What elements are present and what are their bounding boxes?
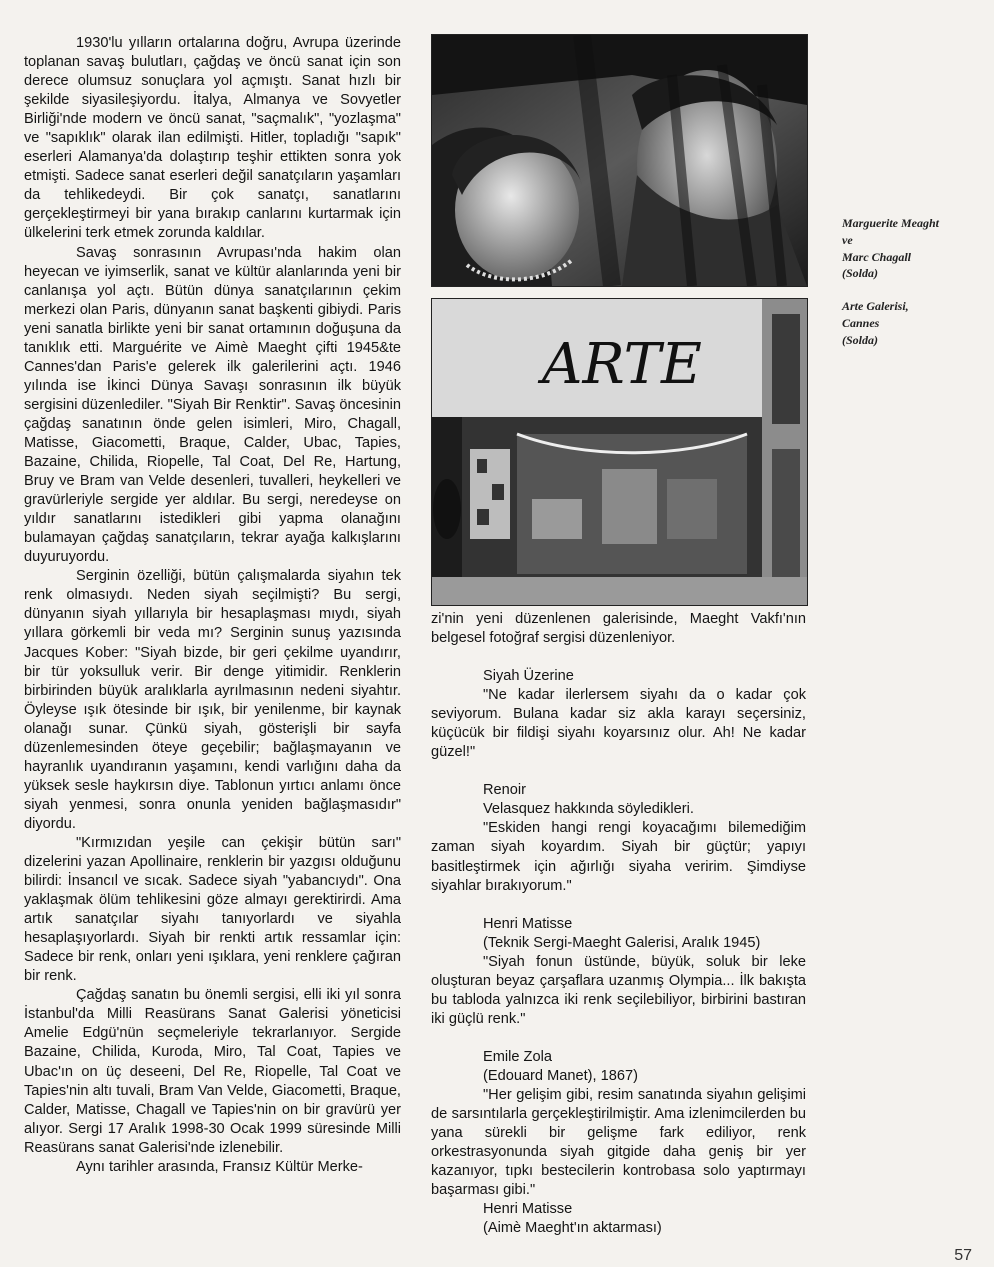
paragraph-1: 1930'lu yılların ortalarına doğru, Avrupa üzerinde toplanan savaş bulutları, çağdaş ve öncü sanat için son derece olumsuz sonuçlara yol açmıştı. Sanat hızlı bir şekilde siyasileşiyordu. İtalya, Almanya ve Sovyetler Birliği'nde modern ve öncü sanat, "saçmalık", "yozlaşma" ve "sapıklık" olarak ilan edilmişti. Hitler, topladığı "sapık" eserleri Alamanya'da dolaştırıp teşhir ettikten sonra yok etmişti. Sadece sanat eserleri değil sanatçıların yaşamları da tehlikedeydi. Bir çok sanatçı, sanatlarını gerçekleştirmeyi bir yana bırakıp canlarını kurtarmak için ülkelerini terk etmek zorunda kaldılar.: [24, 35, 401, 242]
caption-portrait: Marguerite Meaght ve Marc Chagall (Solda): [842, 216, 940, 281]
quote-2-source: (Teknik Sergi-Maeght Galerisi, Aralık 1945): [483, 934, 761, 951]
paragraph-4: "Kırmızıdan yeşile can çekişir bütün sarı" dizelerini yazan Apollinaire, renklerin bir yazgısı olduğunu bilirdi: İnsancıl ve sıcak. Sadece siyah "yabancıydı". Ona yaklaşmak ölüm tehlikesini göze almayı gerektirirdi. Ama artık sanatçılar siyahı tanıyorlardı ve siyahla hesaplaşıyorlardı. Siyah bir renkti artık ressamlar için: Sadece bir renk, onları yeni ışıklara, yeni renklere çağıran bir renk.: [24, 834, 401, 985]
photo-arte-gallery: [431, 298, 808, 606]
photo-captions: [842, 215, 982, 365]
paragraph-6: Aynı tarihler arasında, Fransız Kültür Merke-: [76, 1158, 363, 1175]
section-title: Siyah Üzerine: [483, 668, 574, 685]
spacer: [431, 896, 806, 915]
quote-1: "Ne kadar ilerlersem siyahı da o kadar çok seviyorum. Bulana kadar siz akla karayı seçersiniz, küçücük bir fildişi siyahı koyarsınız olur. Ah! Ne kadar güzel!": [431, 687, 806, 761]
gallery-photo-image: [432, 299, 807, 605]
right-text-column: [431, 610, 806, 1238]
left-text-column: [24, 34, 401, 1177]
quote-1-author: Renoir: [483, 782, 526, 799]
page-number: 57: [954, 1247, 972, 1264]
quote-4: "Her gelişim gibi, resim sanatında siyahın gelişimi de sarsıntılarla gerçekleştirilmiştir. Ama izlenimcilerden bu yana sürekli bir gelişme fark ediliyor, renk orkestrasyonunda siyah gitgide daha geniş bir yer kazanıyor, tıpkı bestecilerin kontrobasa solo yaptırmayı başarması gibi.": [431, 1086, 806, 1199]
quote-3-source: (Edouard Manet), 1867): [483, 1067, 638, 1084]
quote-2: "Eskiden hangi rengi koyacağımı bilemediğim zaman siyah koyardım. Siyah bir güçtür; yapıyı basitleştirmek için ağırlığı siyaha veririm. Şimdiyse siyahlar bırakıyorum.": [431, 820, 806, 894]
quote-2-context: Velasquez hakkında söyledikleri.: [483, 801, 694, 818]
paragraph-2: Savaş sonrasının Avrupası'nda hakim olan heyecan ve iyimserlik, sanat ve kültür alanlarında yeni bir canlanışa yol açtı. Bütün dünya sanatçılarının çekim merkezi olan Paris, dünyanın sanat başkenti gibiydi. Paris yeni sanatla birlikte yeni bir sanat ortamının doğuşuna da tanıklık etti. Marguérite ve Aimè Maeght çifti 1945&te Cannes'dan Paris'e gelerek ilk galerilerini açtı. 1946 yılında ise İkinci Dünya Savaşı sonrasının ilk büyük sergisini düzenlediler. "Siyah Bir Renktir". Savaş öncesinin çağdaş sanatının önde gelen isimleri, Miro, Chagall, Matisse, Giacometti, Braque, Calder, Ubac, Tapies, Bazaine, Chilida, Riopelle, Tal Coat, Del Re, Hartung, Bruy ve Bram van Velde desenleri, tuvalleri, heykelleri ve gravürleriyle sergide yer aldılar. Bu sergi, neredeyse on yıldır sanatlarını istedikleri gibi yapma olanağını bulamayan çağdaş sanatçıların, tekrar ayağa kalkışlarını duyuruyordu.: [24, 244, 402, 566]
paragraph-3: Serginin özelliği, bütün çalışmalarda siyahın tek renk olmasıydı. Neden siyah seçilmişti? Bu sergi, dünyanın siyah yıllarıyla bir hesaplaşması mıydı, siyah yıllara görkemli bir veda mı? Serginin sunuş yazısında Jacques Kober: "Siyah bizde, bir geri çekilme uyandırır, bir tür yoksulluk verir. Bir denge yitimidir. Renklerin birbirinden büyük aralıklarla ayrılmasının nedeni siyahtır. Öyleyse ışık ötesinde bir ışık, bir yenilenme, bir kaynak olanağı sunar. Çünkü siyah, gösterişli bir sayfa düzenlemesinden öteye geçebilir; bağlaşmayanın ve hayranlık uyandıranın yaşamını, kendi varlığını daha da yüksek sesle haykırsın diye. Tablonun yırtıcı anlamı önce siyah yenmesi, sonra onunla yeniden bağlaşmasıdır" diyordu.: [24, 568, 401, 832]
quote-3: "Siyah fonun üstünde, büyük, soluk bir leke oluşturan beyaz çarşaflara uzanmış Olympia... İlk bakışta bu tabloda yalnızca iki renk seçilebiliyor, birbirini bastıran iki güçlü renk.": [431, 953, 806, 1027]
quote-4-author: Henri Matisse: [483, 1201, 573, 1218]
intro-paragraph: zi'nin yeni düzenlenen galerisinde, Maeght Vakfı'nın belgesel fotoğraf sergisi düzenleniyor.: [431, 611, 806, 647]
quote-3-author: Emile Zola: [483, 1048, 552, 1065]
photo-meaght-chagall: [431, 34, 808, 287]
paragraph-5: Çağdaş sanatın bu önemli sergisi, elli iki yıl sonra İstanbul'da Milli Reasürans Sanat Galerisi yöneticisi Amelie Edgü'nün seçmeleriyle tekrarlanıyor. Sergide Bazaine, Chilida, Kuroda, Miro, Tal Coat, Tapies ve Ubac'ın on üç deseeni, Del Re, Riopelle, Tal Coat ve Tapies'nin altı tuvali, Bram Van Velde, Giacometti, Braque, Calder, Matisse, Chagall ve Tapies'nin on bir gravürü yer alıyor. Sergi 17 Aralık 1998-30 Ocak 1999 süresinde Milli Reasürans sanat Galerisi'nde izlenebilir.: [24, 987, 401, 1156]
quote-2-author: Henri Matisse: [483, 915, 573, 932]
spacer: [431, 762, 806, 781]
quote-4-source: (Aimè Maeght'ın aktarması): [483, 1220, 662, 1237]
spacer: [431, 648, 806, 667]
portrait-photo-image: [432, 35, 807, 286]
arte-sign-text: ARTE: [542, 332, 702, 397]
caption-gallery: Arte Galerisi, Cannes (Solda): [842, 299, 909, 347]
spacer: [431, 1029, 806, 1048]
